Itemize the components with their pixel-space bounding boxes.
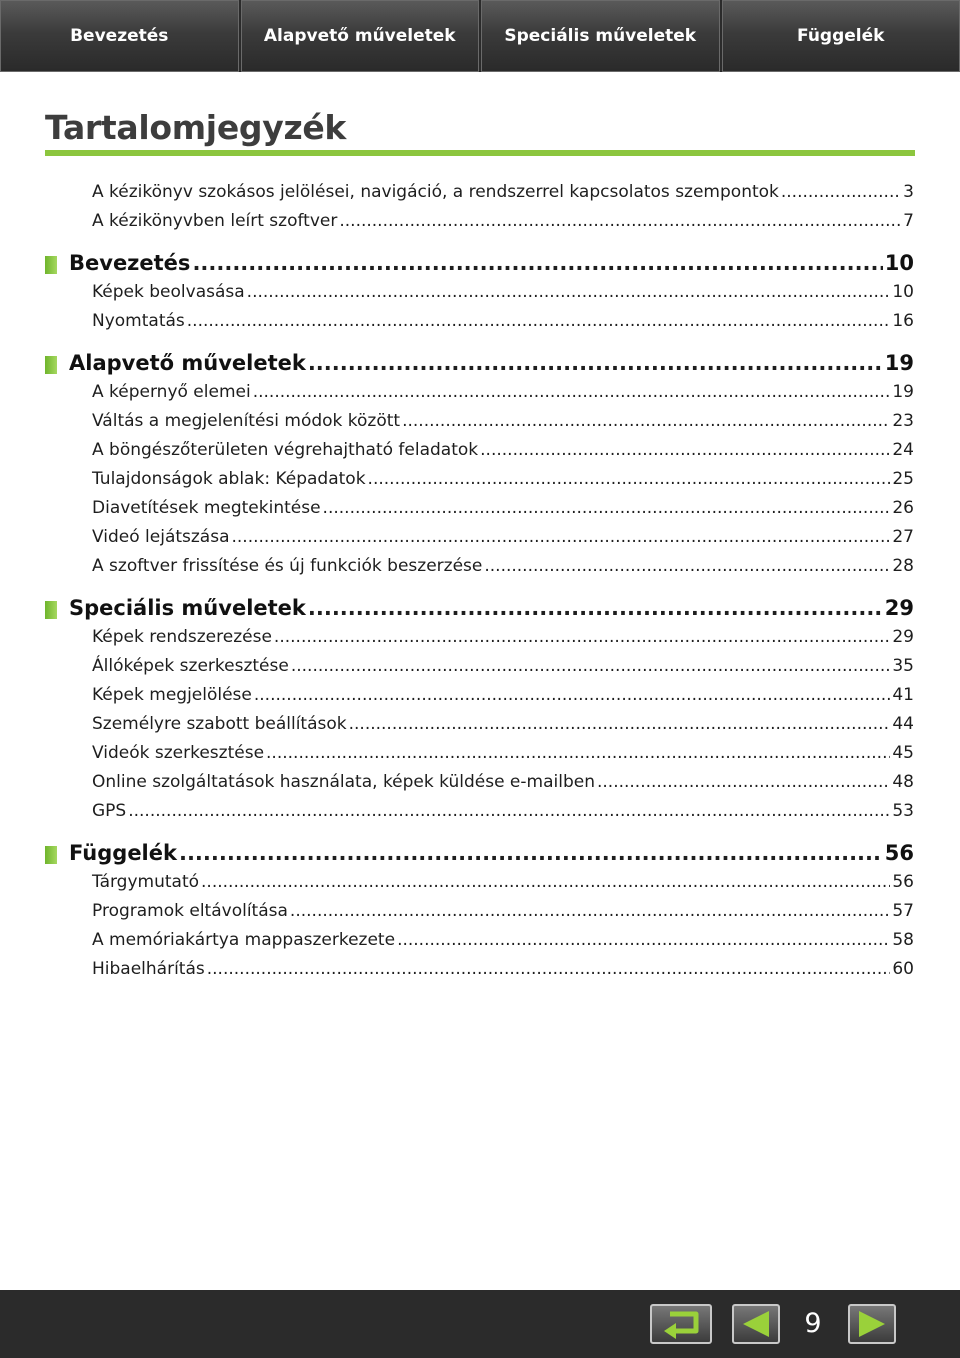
toc-entry-label: Képek rendszerezése (92, 627, 272, 647)
toc-entry-page: 56 (892, 872, 914, 892)
dot-leader (308, 596, 883, 620)
dot-leader (397, 930, 890, 950)
toc-entry[interactable] (92, 627, 914, 647)
toc-entry-label: A szoftver frissítése és új funkciók beszerzése (92, 556, 483, 576)
toc-entry-page: 35 (892, 656, 914, 676)
toc-entry-page: 29 (892, 627, 914, 647)
toc-entry[interactable] (92, 930, 914, 950)
toc-entry-label: A kézikönyvben leírt szoftver (92, 211, 338, 231)
dot-leader (254, 685, 890, 705)
toc-entry[interactable] (92, 440, 914, 460)
toc-entry-page: 19 (884, 351, 914, 375)
toc-entry-label: A böngészőterületen végrehajtható feladatok (92, 440, 479, 460)
toc-entry-page: 10 (892, 282, 914, 302)
toc-entry[interactable] (92, 772, 914, 792)
toc-entry[interactable] (92, 685, 914, 705)
toc-entry-label: GPS (92, 801, 127, 821)
toc-entry-label: Személyre szabott beállítások (92, 714, 347, 734)
toc-entry[interactable] (92, 556, 914, 576)
toc-entry-page: 23 (892, 411, 914, 431)
toc-entry-page: 44 (892, 714, 914, 734)
triangle-left-icon (734, 1306, 778, 1342)
toc-entry[interactable] (92, 743, 914, 763)
toc-entry-page: 53 (892, 801, 914, 821)
toc-section-entry[interactable] (69, 351, 914, 375)
toc-entry-label: Bevezetés (69, 251, 191, 275)
dot-leader (480, 440, 890, 460)
toc-entry[interactable] (92, 656, 914, 676)
dot-leader (339, 211, 901, 231)
toc-section-entry[interactable] (69, 251, 914, 275)
return-arrow-icon (652, 1306, 710, 1342)
toc-entry[interactable] (92, 382, 914, 402)
tab-fuggelek[interactable]: Függelék (722, 0, 960, 72)
toc-entry[interactable] (92, 411, 914, 431)
dot-leader (368, 469, 891, 489)
dot-leader (349, 714, 891, 734)
section-marker-icon (45, 846, 57, 864)
toc-entry-label: Függelék (69, 841, 177, 865)
toc-entry-page: 48 (892, 772, 914, 792)
dot-leader (207, 959, 891, 979)
back-button[interactable] (650, 1304, 712, 1344)
toc-entry[interactable] (92, 872, 914, 892)
dot-leader (274, 627, 890, 647)
page-title: Tartalomjegyzék (45, 108, 347, 147)
dot-leader (781, 182, 901, 202)
tab-alapveto-muveletek[interactable]: Alapvető műveletek (241, 0, 480, 72)
toc-section-entry[interactable] (69, 596, 914, 620)
dot-leader (266, 743, 890, 763)
toc-entry-page: 29 (884, 596, 914, 620)
next-page-button[interactable] (848, 1304, 896, 1344)
toc-entry-label: Alapvető műveletek (69, 351, 306, 375)
toc-entry-page: 58 (892, 930, 914, 950)
toc-entry-label: Nyomtatás (92, 311, 185, 331)
dot-leader (192, 251, 882, 275)
toc-entry-label: A kézikönyv szokásos jelölései, navigáció, a rendszerrel kapcsolatos szempontok (92, 182, 779, 202)
toc-entry-page: 19 (892, 382, 914, 402)
toc-entry-page: 24 (892, 440, 914, 460)
toc-entry[interactable] (92, 282, 914, 302)
dot-leader (484, 556, 890, 576)
toc-entry-page: 16 (892, 311, 914, 331)
toc-entry[interactable] (92, 469, 914, 489)
section-marker-icon (45, 356, 57, 374)
dot-leader (253, 382, 891, 402)
toc-entry-label: Online szolgáltatások használata, képek küldése e-mailben (92, 772, 595, 792)
toc-entry[interactable] (92, 959, 914, 979)
toc-entry-label: Hibaelhárítás (92, 959, 205, 979)
toc-entry-page: 60 (892, 959, 914, 979)
dot-leader (323, 498, 891, 518)
toc-entry-label: Speciális műveletek (69, 596, 306, 620)
top-nav-bar (0, 0, 960, 72)
toc-entry-label: Váltás a megjelenítési módok között (92, 411, 401, 431)
toc-entry-label: Képek beolvasása (92, 282, 245, 302)
dot-leader (232, 527, 891, 547)
toc-entry[interactable] (92, 182, 914, 202)
toc-entry[interactable] (92, 527, 914, 547)
toc-entry[interactable] (92, 714, 914, 734)
toc-entry-label: Állóképek szerkesztése (92, 656, 289, 676)
dot-leader (201, 872, 890, 892)
toc-entry-page: 10 (884, 251, 914, 275)
toc-entry[interactable] (92, 901, 914, 921)
dot-leader (128, 801, 890, 821)
toc-entry-page: 57 (892, 901, 914, 921)
triangle-right-icon (850, 1306, 894, 1342)
toc-entry-page: 25 (892, 469, 914, 489)
toc-entry-page: 3 (903, 182, 914, 202)
dot-leader (179, 841, 883, 865)
toc-entry[interactable] (92, 801, 914, 821)
toc-entry[interactable] (92, 498, 914, 518)
toc-entry-page: 56 (884, 841, 914, 865)
toc-entry-label: Képek megjelölése (92, 685, 252, 705)
toc-entry-page: 27 (892, 527, 914, 547)
section-marker-icon (45, 256, 57, 274)
tab-specialis-muveletek[interactable]: Speciális műveletek (481, 0, 720, 72)
toc-section-entry[interactable] (69, 841, 914, 865)
toc-entry-label: Tulajdonságok ablak: Képadatok (92, 469, 366, 489)
toc-entry[interactable] (92, 211, 914, 231)
toc-entry[interactable] (92, 311, 914, 331)
toc-entry-label: Diavetítések megtekintése (92, 498, 321, 518)
toc-entry-page: 45 (892, 743, 914, 763)
dot-leader (247, 282, 891, 302)
toc-entry-label: Tárgymutató (92, 872, 200, 892)
toc-entry-label: Videó lejátszása (92, 527, 230, 547)
toc-entry-label: A képernyő elemei (92, 382, 251, 402)
toc-entry-label: A memóriakártya mappaszerkezete (92, 930, 396, 950)
dot-leader (308, 351, 883, 375)
toc-entry-page: 7 (903, 211, 914, 231)
title-underline (45, 150, 915, 156)
toc-entry-label: Videók szerkesztése (92, 743, 265, 763)
dot-leader (187, 311, 891, 331)
toc-entry-label: Programok eltávolítása (92, 901, 288, 921)
dot-leader (290, 901, 890, 921)
tab-bevezetes[interactable]: Bevezetés (0, 0, 239, 72)
page-number: 9 (804, 1308, 822, 1339)
toc-entry-page: 28 (892, 556, 914, 576)
section-marker-icon (45, 601, 57, 619)
dot-leader (291, 656, 891, 676)
toc-entry-page: 41 (892, 685, 914, 705)
previous-page-button[interactable] (732, 1304, 780, 1344)
toc-entry-page: 26 (892, 498, 914, 518)
dot-leader (597, 772, 890, 792)
dot-leader (402, 411, 890, 431)
